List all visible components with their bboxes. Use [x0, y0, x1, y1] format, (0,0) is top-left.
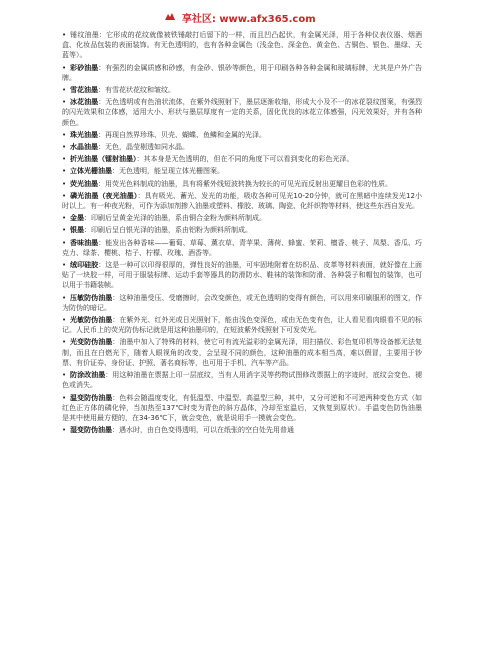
bullet-icon: • — [62, 238, 67, 247]
entry-text: ：遇水时，由白色变得透明，可以在纸张的空白处先用普通 — [112, 426, 294, 435]
list-item — [62, 97, 422, 128]
list-item — [62, 238, 422, 258]
bullet-icon: • — [62, 426, 67, 435]
entry-text: ：用荧光色料制成的油墨，具有将紫外线短波转换为较长的可见光而反射出更耀目色彩的性质。 — [98, 179, 392, 188]
bullet-icon: • — [62, 393, 67, 402]
entry-text: ：印刷后呈黄金光泽的油墨，系由铜合金粉为颜料所制成。 — [84, 214, 266, 223]
entry-title: 彩砂油墨 — [70, 63, 99, 72]
list-item — [62, 315, 422, 335]
bullet-icon: • — [62, 226, 67, 235]
list-item — [62, 179, 422, 189]
entry-text: ：油墨中加入了特殊的材料，使它可有流光溢彩的金属光泽，用扫描仪、彩色复印机等设备都无法复制，而且在白燃光下，随着人眼视角的改变，会呈现不同的颜色，这种油墨的成本相当高，难以假冒，主要用于钞票、有价证券、身份证、护照、著名商标等，也可用于手机、汽车等产品。 — [62, 338, 422, 367]
header-url[interactable]: www.afx365.com — [219, 14, 316, 25]
logo-icon — [164, 12, 176, 25]
entry-text: ：这种油墨受压、受磨擦时，会改变颜色，或无色透明的变得有颜色，可以用来印刷服形的图文，作为防伪的暗记。 — [62, 293, 422, 312]
spacer — [62, 435, 422, 437]
list-item — [62, 130, 422, 140]
entry-title: 雪花油墨 — [70, 86, 98, 95]
list-item — [62, 293, 422, 313]
entry-title: 香味油墨 — [70, 238, 99, 247]
list-item — [62, 393, 422, 424]
entry-title: 温变防伪油墨 — [70, 393, 113, 402]
list-item — [62, 260, 422, 291]
bullet-icon: • — [62, 143, 67, 152]
bullet-icon: • — [62, 293, 67, 302]
entry-title: 湿变防伪油墨 — [70, 426, 112, 435]
entry-text: ：无色透明或有色油状流体，在紫外线照射下，墨层逐渐收缩，形成大小及不一的冰花裂纹图案，有强烈的闪光效果和立体感，适用大小、形状与墨层厚度有一定的关系，固化优良的冰花立体感强，闪光效果好，并有各种颜色。 — [62, 98, 423, 127]
entry-title: 光变防伪油墨 — [70, 338, 113, 347]
list-item — [62, 191, 422, 211]
document-body — [62, 30, 422, 437]
list-item — [62, 154, 422, 164]
bullet-icon: • — [62, 63, 67, 72]
entry-text: ：用这种油墨在票据上印一层底纹，当有人用消字灵等药物试图修改票据上的字迹时，底纹会变色、褪色或消失。 — [62, 371, 423, 390]
bullet-icon: • — [62, 155, 67, 164]
entry-text: 锤纹油墨：它形成的花纹就像被铁锤敲打后留下的一样，而且凹凸起伏，有金属光泽，用于各种仪表仪器、烟酒盒、化妆品包装的表面装饰。有无色透明的，也有各种金属色（浅金色、深金色、黄金色、古铜色、银色、墨绿、天蓝等）。 — [62, 31, 422, 60]
list-item — [62, 85, 422, 95]
bullet-icon: • — [62, 130, 67, 139]
bullet-icon: • — [62, 316, 67, 325]
entry-text: ：其本身是无色透明的，但在不同的角度下可以看到变化的彩色光泽。 — [136, 155, 354, 164]
entry-title: 立体光栅油墨 — [70, 167, 112, 176]
entry-title: 银墨 — [70, 226, 84, 235]
entry-text: ：色料会随温度变化，有低温型、中温型、高温型三种，其中，又分可逆和不可逆两种变色方式（如红色正方体的磷化锌，当加热至137℃时变为青色的斜方晶体，冷却至室温后，又恢复到原状）。手温变色防伪油墨是其中使用最方便的，在34-36℃下，就会变色，就是说用手一摸就会变色。 — [62, 393, 422, 422]
entry-text: ：能发出各种香味——葡萄、草莓、薰衣草、青苹果、薄荷、蜂蜜、茉莉、檀香、桃子、凤梨、香瓜、巧克力、绿茶、樱桃、桔子、柠檬、玫瑰、酒香等。 — [62, 238, 423, 257]
bullet-icon: • — [62, 261, 67, 270]
bullet-icon: • — [62, 371, 67, 380]
entry-text: ：无色透明，能呈现立体光栅图案。 — [112, 167, 224, 176]
list-item — [62, 213, 422, 223]
entry-title: 折光油墨（镭射油墨） — [70, 155, 137, 164]
bullet-icon: • — [62, 167, 67, 176]
list-item — [62, 370, 422, 390]
bullet-icon: • — [62, 86, 67, 95]
header-brand: 享社区: — [181, 14, 216, 25]
page-header — [0, 10, 480, 25]
bullet-icon: • — [62, 191, 67, 200]
entry-title: 金墨 — [70, 214, 84, 223]
entry-text: ：这是一种可以印得很厚的，弹性良好的油墨，可牢固地附着在纺织品、皮革等材料表面，就好像在上面贴了一块胶一样，可用于服装标牌、运动手套等器具的防滑防水、鞋袜的装饰和防滑、各种袋子和帽包的装饰，也可以用于书籍装帧。 — [62, 261, 423, 290]
entry-title: 珠光油墨 — [70, 130, 98, 139]
entry-text: ：有强烈的金属质感和砂感，有金砂、银砂等颜色，用于印刷各种各种金属和玻璃标牌，尤其是户外广告牌。 — [62, 63, 423, 82]
list-item — [62, 63, 422, 83]
entry-text: ：印刷后呈白银光泽的油墨，系由铝粉为颜料所制成。 — [84, 226, 252, 235]
entry-text: ：具有吸光、蓄光、发光的功能，吸收各种可见光10-20分钟，就可在黑暗中连续发光12小时以上。有一种夜光粉，可作为添加剂掺入油墨或塑料、橡胶、玻璃、陶瓷、化纤织物等材料，使这些东西自发光。 — [62, 191, 423, 211]
bullet-icon: • — [62, 179, 67, 188]
entry-title: 压敏防伪油墨 — [70, 293, 113, 302]
list-item — [62, 225, 422, 235]
entry-title: 光敏防伪油墨 — [70, 316, 113, 325]
bullet-icon: • — [62, 214, 67, 223]
list-item — [62, 30, 422, 61]
entry-title: 水晶油墨 — [70, 143, 98, 152]
bullet-icon: • — [62, 31, 67, 39]
entry-title: 绒印硅胶 — [70, 261, 99, 270]
list-item — [62, 166, 422, 176]
entry-title: 冰花油墨 — [70, 98, 99, 107]
entry-text: ：无色，晶莹剔透如同水晶。 — [98, 143, 189, 152]
entry-text: ：有雪花状花纹和皱纹。 — [98, 86, 175, 95]
entry-text: ：在紫外光、红外光或日光照射下，能由浅色变深色，或由无色变有色，让人看见看肉眼看不见的标记。人民币上的荧光防伪标记就是用这种油墨印的，在短波紫外线照射下可发荧光。 — [62, 316, 422, 335]
bullet-icon: • — [62, 98, 67, 107]
entry-title: 磷光油墨（夜光油墨） — [70, 191, 138, 200]
entry-title: 荧光油墨 — [70, 179, 98, 188]
bullet-icon: • — [62, 338, 67, 347]
list-item — [62, 337, 422, 368]
entry-text: ：再现自然界珍珠、贝壳、蝴蝶、鱼鳞和金属的光泽。 — [98, 130, 266, 139]
entry-title: 防涂改油墨 — [70, 371, 106, 380]
list-item — [62, 142, 422, 152]
list-item — [62, 425, 422, 435]
